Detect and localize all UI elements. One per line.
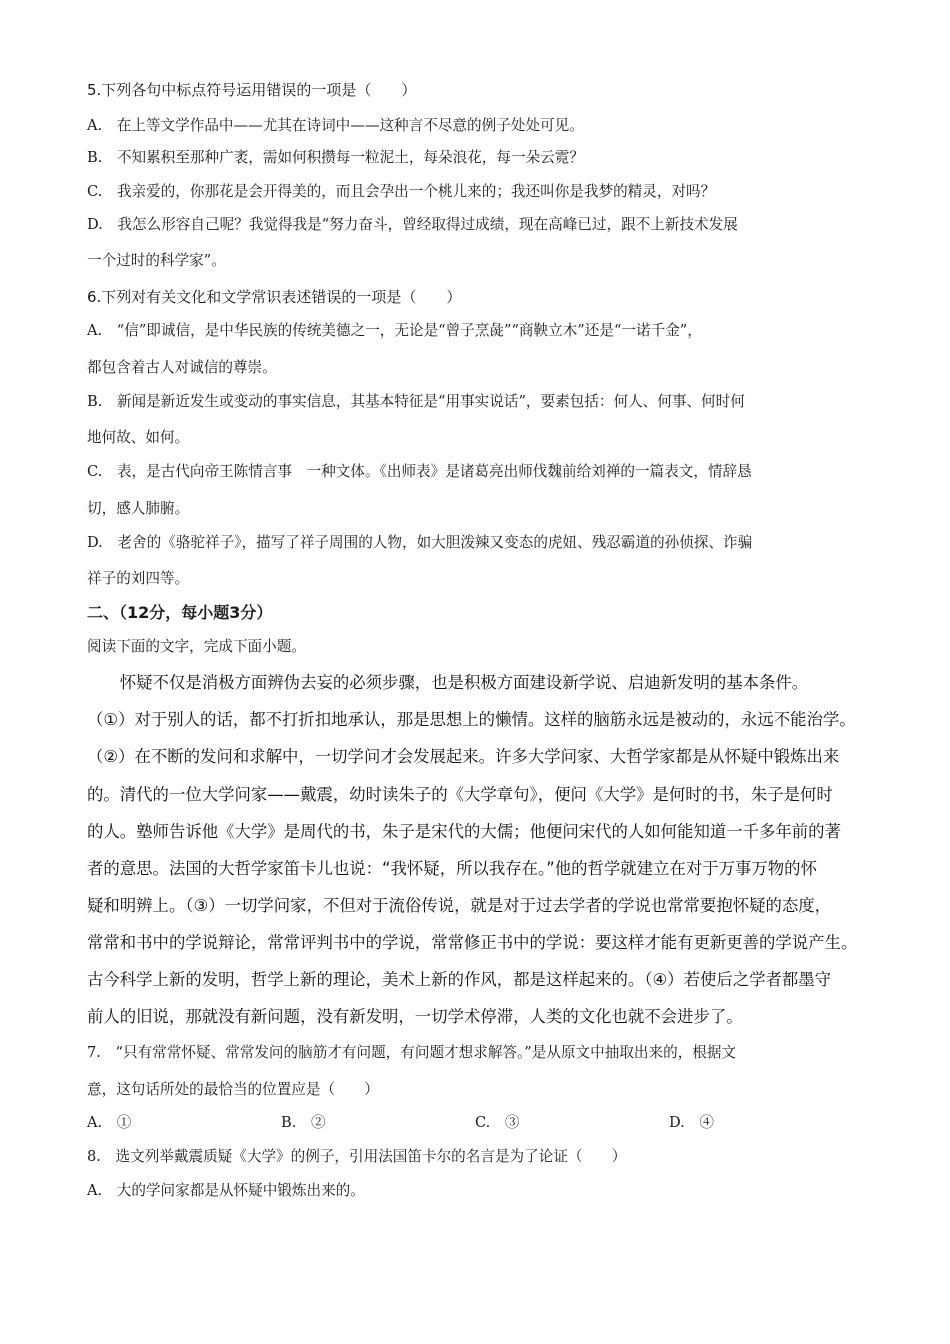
q6-option-c-line2: 切，感人肺腑。 [87,500,190,517]
passage-line: 的。清代的一位大学问家——戴震，幼时读朱子的《大学章句》，便问《大学》是何时的书，朱子是何时 [87,785,833,804]
passage-line: 怀疑不仅是消极方面辨伪去妄的必须步骤，也是积极方面建设新学说、启迪新发明的基本条件。 [87,673,809,692]
q6-option-a-line1: A. “信”即诚信，是中华民族的传统美德之一，无论是“曾子烹彘”“商鞅立木”还是“一诺千金”， [87,322,702,339]
q6-stem: 6.下列对有关文化和文学常识表述错误的一项是（ ） [87,288,462,306]
passage-line: 者的意思。法国的大哲学家笛卡儿也说：“我怀疑，所以我存在。”他的哲学就建立在对于万事万物的怀 [87,859,817,878]
q5-option-d-line2: 一个过时的科学家”。 [87,252,226,269]
q8-option-a: A. 大的学问家都是从怀疑中锻炼出来的。 [87,1182,365,1199]
q5-option-c: C. 我亲爱的，你那花是会开得美的，而且会孕出一个桃儿来的；我还叫你是我梦的精灵，对吗？ [87,183,716,200]
passage-line: （①）对于别人的话，都不打折扣地承认，那是思想上的懒情。这样的脑筋永远是被动的，永远不能治学。 [87,710,856,729]
q5-stem: 5.下列各句中标点符号运用错误的一项是（ ） [87,81,417,99]
q5-option-d-line1: D. 我怎么形容自己呢？我觉得我是“努力奋斗，曾经取得过成绩，现在高峰已过，跟不上新技术发展 [87,216,738,233]
q6-option-c-line1: C. 表，是古代向帝王陈情言事 一种文体。《出师表》是诸葛亮出师伐魏前给刘禅的一篇表文，情辞恳 [87,463,752,480]
q7-stem-line1: 7. “只有常常怀疑、常常发问的脑筋才有问题，有问题才想求解答。”是从原文中抽取出来的，根据文 [87,1044,737,1061]
q5-option-a: A. 在上等文学作品中——尤其在诗词中——这种言不尽意的例子处处可见。 [87,117,584,134]
q6-option-a-line2: 都包含着古人对诚信的尊崇。 [87,359,277,376]
section-two-instruction: 阅读下面的文字，完成下面小题。 [87,638,306,655]
passage-line: （②）在不断的发问和求解中，一切学问才会发展起来。许多大学问家、大哲学家都是从怀疑中锻炼出来 [87,747,840,766]
q6-option-b-line2: 地何故、如何。 [87,429,190,446]
q6-option-d-line1: D. 老舍的《骆驼祥子》，描写了祥子周围的人物，如大胆泼辣又变态的虎妞、残忍霸道的孙侦探、诈骗 [87,534,753,551]
q7-option-d: D. ④ [669,1114,715,1131]
q7-stem-line2: 意，这句话所处的最恰当的位置应是（ ） [87,1081,379,1098]
q5-option-b: B. 不知累积至那种广袤，需如何积攒每一粒泥土，每朵浪花，每一朵云霓？ [87,149,584,166]
passage-line: 疑和明辨上。（③）一切学问家，不但对于流俗传说，就是对于过去学者的学说也常常要抱怀疑的态度， [87,896,832,915]
q7-option-b: B. ② [281,1114,326,1131]
passage-line: 的人。塾师告诉他《大学》是周代的书，朱子是宋代的大儒；他便问宋代的人如何能知道一千多年前的著 [87,822,841,841]
section-two-heading: 二、（12分，每小题3分） [87,603,273,622]
passage-line: 常常和书中的学说辩论，常常评判书中的学说，常常修正书中的学说：要这样才能有更新更善的学说产生。 [87,933,858,952]
q6-option-b-line1: B. 新闻是新近发生或变动的事实信息，其基本特征是“用事实说话”，要素包括：何人、何事、何时何 [87,393,745,410]
passage-line: 古今科学上新的发明，哲学上新的理论，美术上新的作风，都是这样起来的。（④）若使后之学者都墨守 [87,970,832,989]
q8-stem: 8. 选文列举戴震质疑《大学》的例子，引用法国笛卡尔的名言是为了论证（ ） [87,1148,627,1165]
q7-option-c: C. ③ [475,1114,520,1131]
passage-line: 前人的旧说，那就没有新问题，没有新发明，一切学术停滞，人类的文化也就不会进步了。 [87,1007,743,1026]
q7-option-a: A. ① [87,1114,132,1131]
q6-option-d-line2: 祥子的刘四等。 [87,570,190,587]
